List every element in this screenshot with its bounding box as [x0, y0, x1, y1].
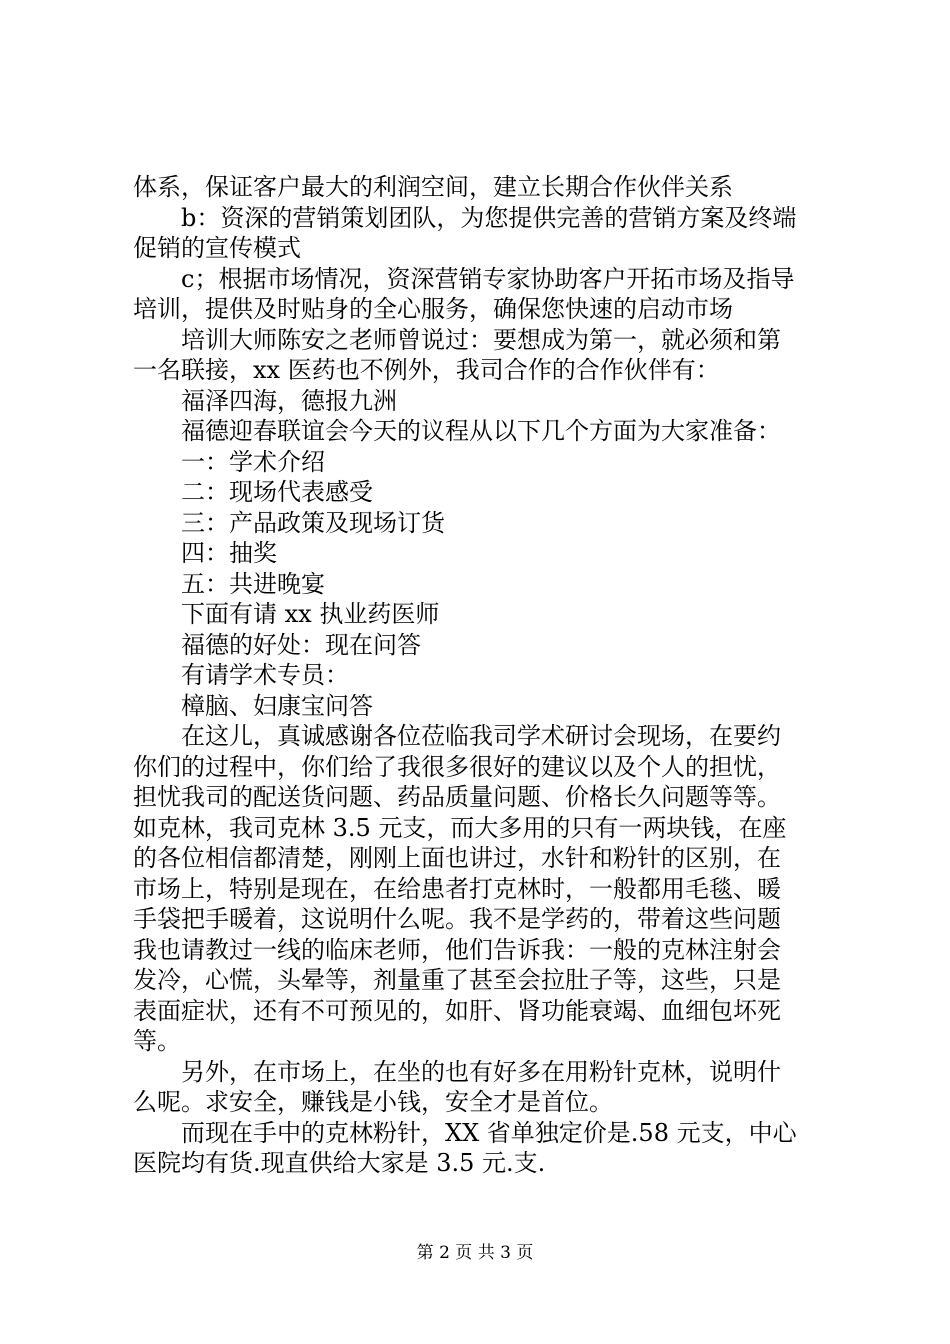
text-line: 而现在手中的克林粉针，XX 省单独定价是.58 元支，中心 [181, 1118, 797, 1147]
text-line: 五：共进晚宴 [181, 569, 325, 598]
page-footer: 第 2 页 共 3 页 [416, 1243, 534, 1263]
text-line: 发冷，心慌，头晕等，剂量重了甚至会拉肚子等，这些，只是 [133, 966, 781, 994]
text-line: 手袋把手暖着，这说明什么呢。我不是学药的，带着这些问题 [133, 905, 781, 933]
text-line: 你们的过程中，你们给了我很多很好的建议以及个人的担忧， [133, 752, 781, 781]
text-line: 如克林，我司克林 3.5 元支，而大多用的只有一两块钱，在座 [133, 813, 787, 842]
text-line: 一名联接，xx 医药也不例外，我司合作的合作伙伴有： [133, 356, 720, 384]
text-line: 在这儿，真诚感谢各位莅临我司学术研讨会现场，在要约 [181, 722, 781, 750]
text-line: 三：产品政策及现场订货 [181, 508, 445, 537]
text-line: 四：抽奖 [181, 539, 277, 567]
text-line: 市场上，特别是现在，在给患者打克林时，一般都用毛毯、暖 [133, 874, 781, 903]
document-body [133, 172, 833, 1179]
text-line: 表面症状，还有不可预见的，如肝、肾功能衰竭、血细包坏死 [133, 996, 781, 1025]
text-line: 等。 [133, 1027, 181, 1055]
text-line: 另外，在市场上，在坐的也有好多在用粉针克林，说明什 [181, 1057, 781, 1086]
text-line: 担忧我司的配送货问题、药品质量问题、价格长久问题等等。 [133, 783, 781, 811]
text-line: 福德的好处：现在问答 [181, 630, 421, 659]
text-line: 一：学术介绍 [181, 447, 325, 476]
text-line: 体系，保证客户最大的利润空间，建立长期合作伙伴关系 [133, 173, 733, 201]
text-line: 医院均有货.现直供给大家是 3.5 元.支. [133, 1149, 546, 1177]
text-line: 福德迎春联谊会今天的议程从以下几个方面为大家准备： [181, 417, 781, 445]
text-line: 的各位相信都清楚，刚刚上面也讲过，水针和粉针的区别，在 [133, 844, 781, 872]
text-line: 有请学术专员： [181, 661, 349, 689]
text-line: 樟脑、妇康宝问答 [181, 691, 373, 720]
text-line: b：资深的营销策划团队，为您提供完善的营销方案及终端 [181, 203, 797, 232]
text-line: 么呢。求安全，赚钱是小钱，安全才是首位。 [133, 1088, 613, 1116]
text-line: c；根据市场情况，资深营销专家协助客户开拓市场及指导 [181, 264, 795, 293]
text-line: 二：现场代表感受 [181, 478, 373, 506]
text-line: 促销的宣传模式 [133, 234, 301, 262]
text-line: 培训，提供及时贴身的全心服务，确保您快速的启动市场 [133, 295, 733, 323]
text-line: 下面有请 xx 执业药医师 [181, 600, 440, 628]
text-line: 福泽四海，德报九洲 [181, 386, 397, 415]
text-line: 我也请教过一线的临床老师，他们告诉我：一般的克林注射会 [133, 935, 781, 964]
text-line: 培训大师陈安之老师曾说过：要想成为第一，就必须和第 [181, 325, 781, 354]
